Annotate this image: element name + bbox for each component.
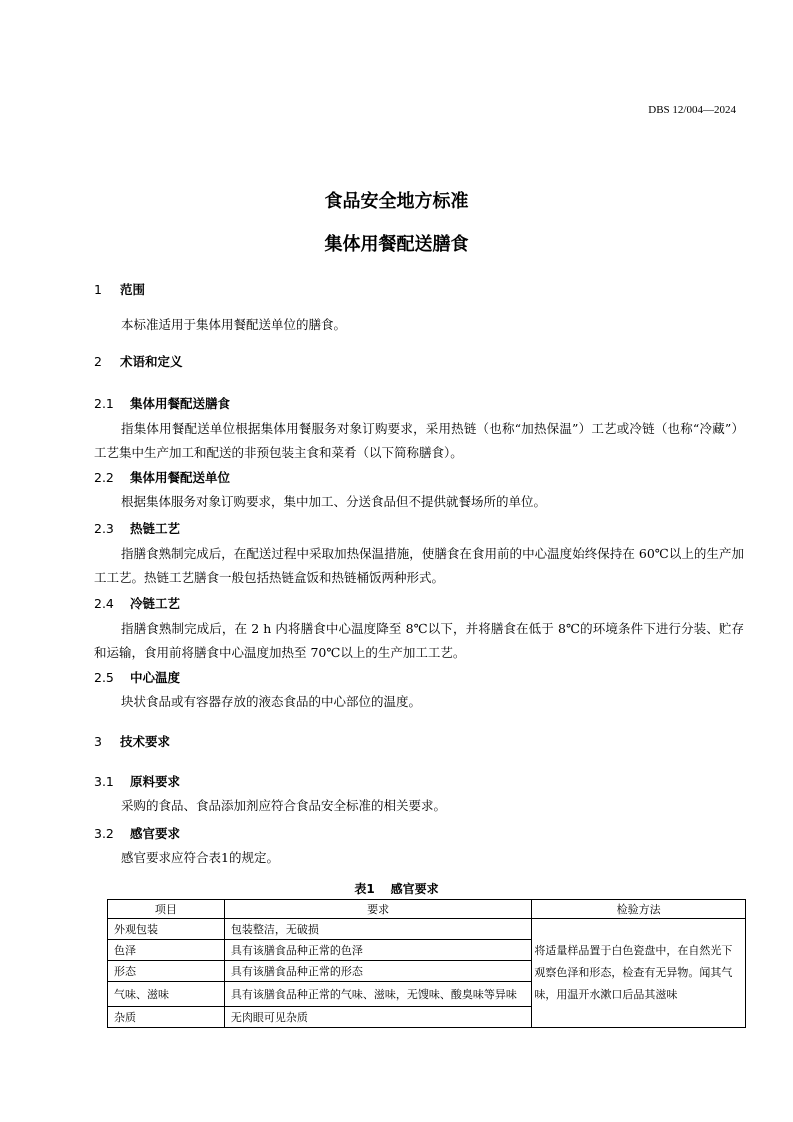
subsection-heading-2-3 — [94, 519, 180, 537]
section-title: 技术要求 — [120, 734, 171, 749]
cell-item: 气味、滋味 — [108, 982, 225, 1007]
subsection-number: 2.4 — [94, 596, 114, 611]
cell-requirement: 包装整洁，无破损 — [224, 919, 531, 940]
cell-requirement: 无肉眼可见杂质 — [224, 1007, 531, 1028]
subsection-title: 集体用餐配送单位 — [130, 470, 231, 485]
standard-title: 食品安全地方标准 — [324, 191, 469, 212]
subsection-title: 热链工艺 — [130, 521, 181, 536]
section-title: 范围 — [120, 282, 146, 297]
subsection-number: 3.2 — [94, 826, 114, 841]
subsection-number: 3.1 — [94, 774, 114, 789]
subsection-heading-2-2 — [94, 468, 230, 486]
section-heading-3 — [94, 732, 170, 750]
cell-item: 外观包装 — [108, 919, 225, 940]
table-header-row — [108, 900, 746, 919]
section-1-text: 本标准适用于集体用餐配送单位的膳食。 — [121, 317, 347, 332]
section-title: 术语和定义 — [120, 354, 183, 369]
table-row — [108, 919, 746, 940]
subsection-heading-2-1 — [94, 394, 230, 412]
cell-item: 杂质 — [108, 1007, 225, 1028]
section-number: 3 — [94, 734, 102, 749]
document-title: 集体用餐配送膳食 — [324, 234, 469, 255]
subsection-number: 2.1 — [94, 396, 114, 411]
table-caption — [0, 880, 793, 897]
subsection-title: 冷链工艺 — [130, 596, 181, 611]
subsection-number: 2.2 — [94, 470, 114, 485]
section-number: 2 — [94, 354, 102, 369]
cell-requirement: 具有该膳食品种正常的气味、滋味，无馊味、酸臭味等异味 — [224, 982, 531, 1007]
subsection-number: 2.5 — [94, 670, 114, 685]
subsection-2-1-text: 指集体用餐配送单位根据集体用餐服务对象订购要求，采用热链（也称“加热保温”）工艺或冷链（也称“冷藏”）工艺集中生产加工和配送的非预包装主食和菜肴（以下简称膳食）。 — [94, 421, 744, 460]
section-heading-1 — [94, 280, 145, 298]
subsection-2-5-text: 块状食品或有容器存放的液态食品的中心部位的温度。 — [121, 694, 422, 709]
subsection-number: 2.3 — [94, 521, 114, 536]
subsection-3-1-text: 采购的食品、食品添加剂应符合食品安全标准的相关要求。 — [121, 798, 447, 813]
subsection-2-3-text: 指膳食熟制完成后，在配送过程中采取加热保温措施，使膳食在食用前的中心温度始终保持在 60℃以上的生产加工工艺。热链工艺膳食一般包括热链盒饭和热链桶饭两种形式。 — [94, 546, 744, 585]
table-number: 表1 — [354, 882, 375, 896]
subsection-heading-3-1 — [94, 772, 180, 790]
sensory-requirements-table — [107, 899, 746, 1028]
table-title: 感官要求 — [390, 882, 439, 896]
header-item: 项目 — [108, 900, 225, 919]
cell-method: 将适量样品置于白色瓷盘中，在自然光下观察色泽和形态，检查有无异物。闻其气味，用温开水漱口后品其滋味 — [532, 919, 746, 1028]
section-number: 1 — [94, 282, 102, 297]
header-requirement: 要求 — [224, 900, 531, 919]
document-number: DBS 12/004—2024 — [648, 104, 736, 116]
subsection-title: 中心温度 — [130, 670, 181, 685]
section-heading-2 — [94, 352, 183, 370]
cell-requirement: 具有该膳食品种正常的形态 — [224, 961, 531, 982]
subsection-2-4-text: 指膳食熟制完成后，在 2 h 内将膳食中心温度降至 8℃以下，并将膳食在低于 8℃的环境条件下进行分装、贮存和运输，食用前将膳食中心温度加热至 70℃以上的生产加工工艺。 — [94, 621, 744, 660]
subsection-2-2-text: 根据集体服务对象订购要求，集中加工、分送食品但不提供就餐场所的单位。 — [121, 494, 547, 509]
cell-item: 色泽 — [108, 940, 225, 961]
subsection-heading-2-5 — [94, 668, 180, 686]
subsection-3-2-text: 感官要求应符合表1的规定。 — [121, 850, 279, 865]
cell-requirement: 具有该膳食品种正常的色泽 — [224, 940, 531, 961]
cell-item: 形态 — [108, 961, 225, 982]
subsection-heading-2-4 — [94, 594, 180, 612]
subsection-title: 集体用餐配送膳食 — [130, 396, 231, 411]
subsection-title: 原料要求 — [130, 774, 181, 789]
subsection-heading-3-2 — [94, 824, 180, 842]
subsection-title: 感官要求 — [130, 826, 181, 841]
header-method: 检验方法 — [532, 900, 746, 919]
